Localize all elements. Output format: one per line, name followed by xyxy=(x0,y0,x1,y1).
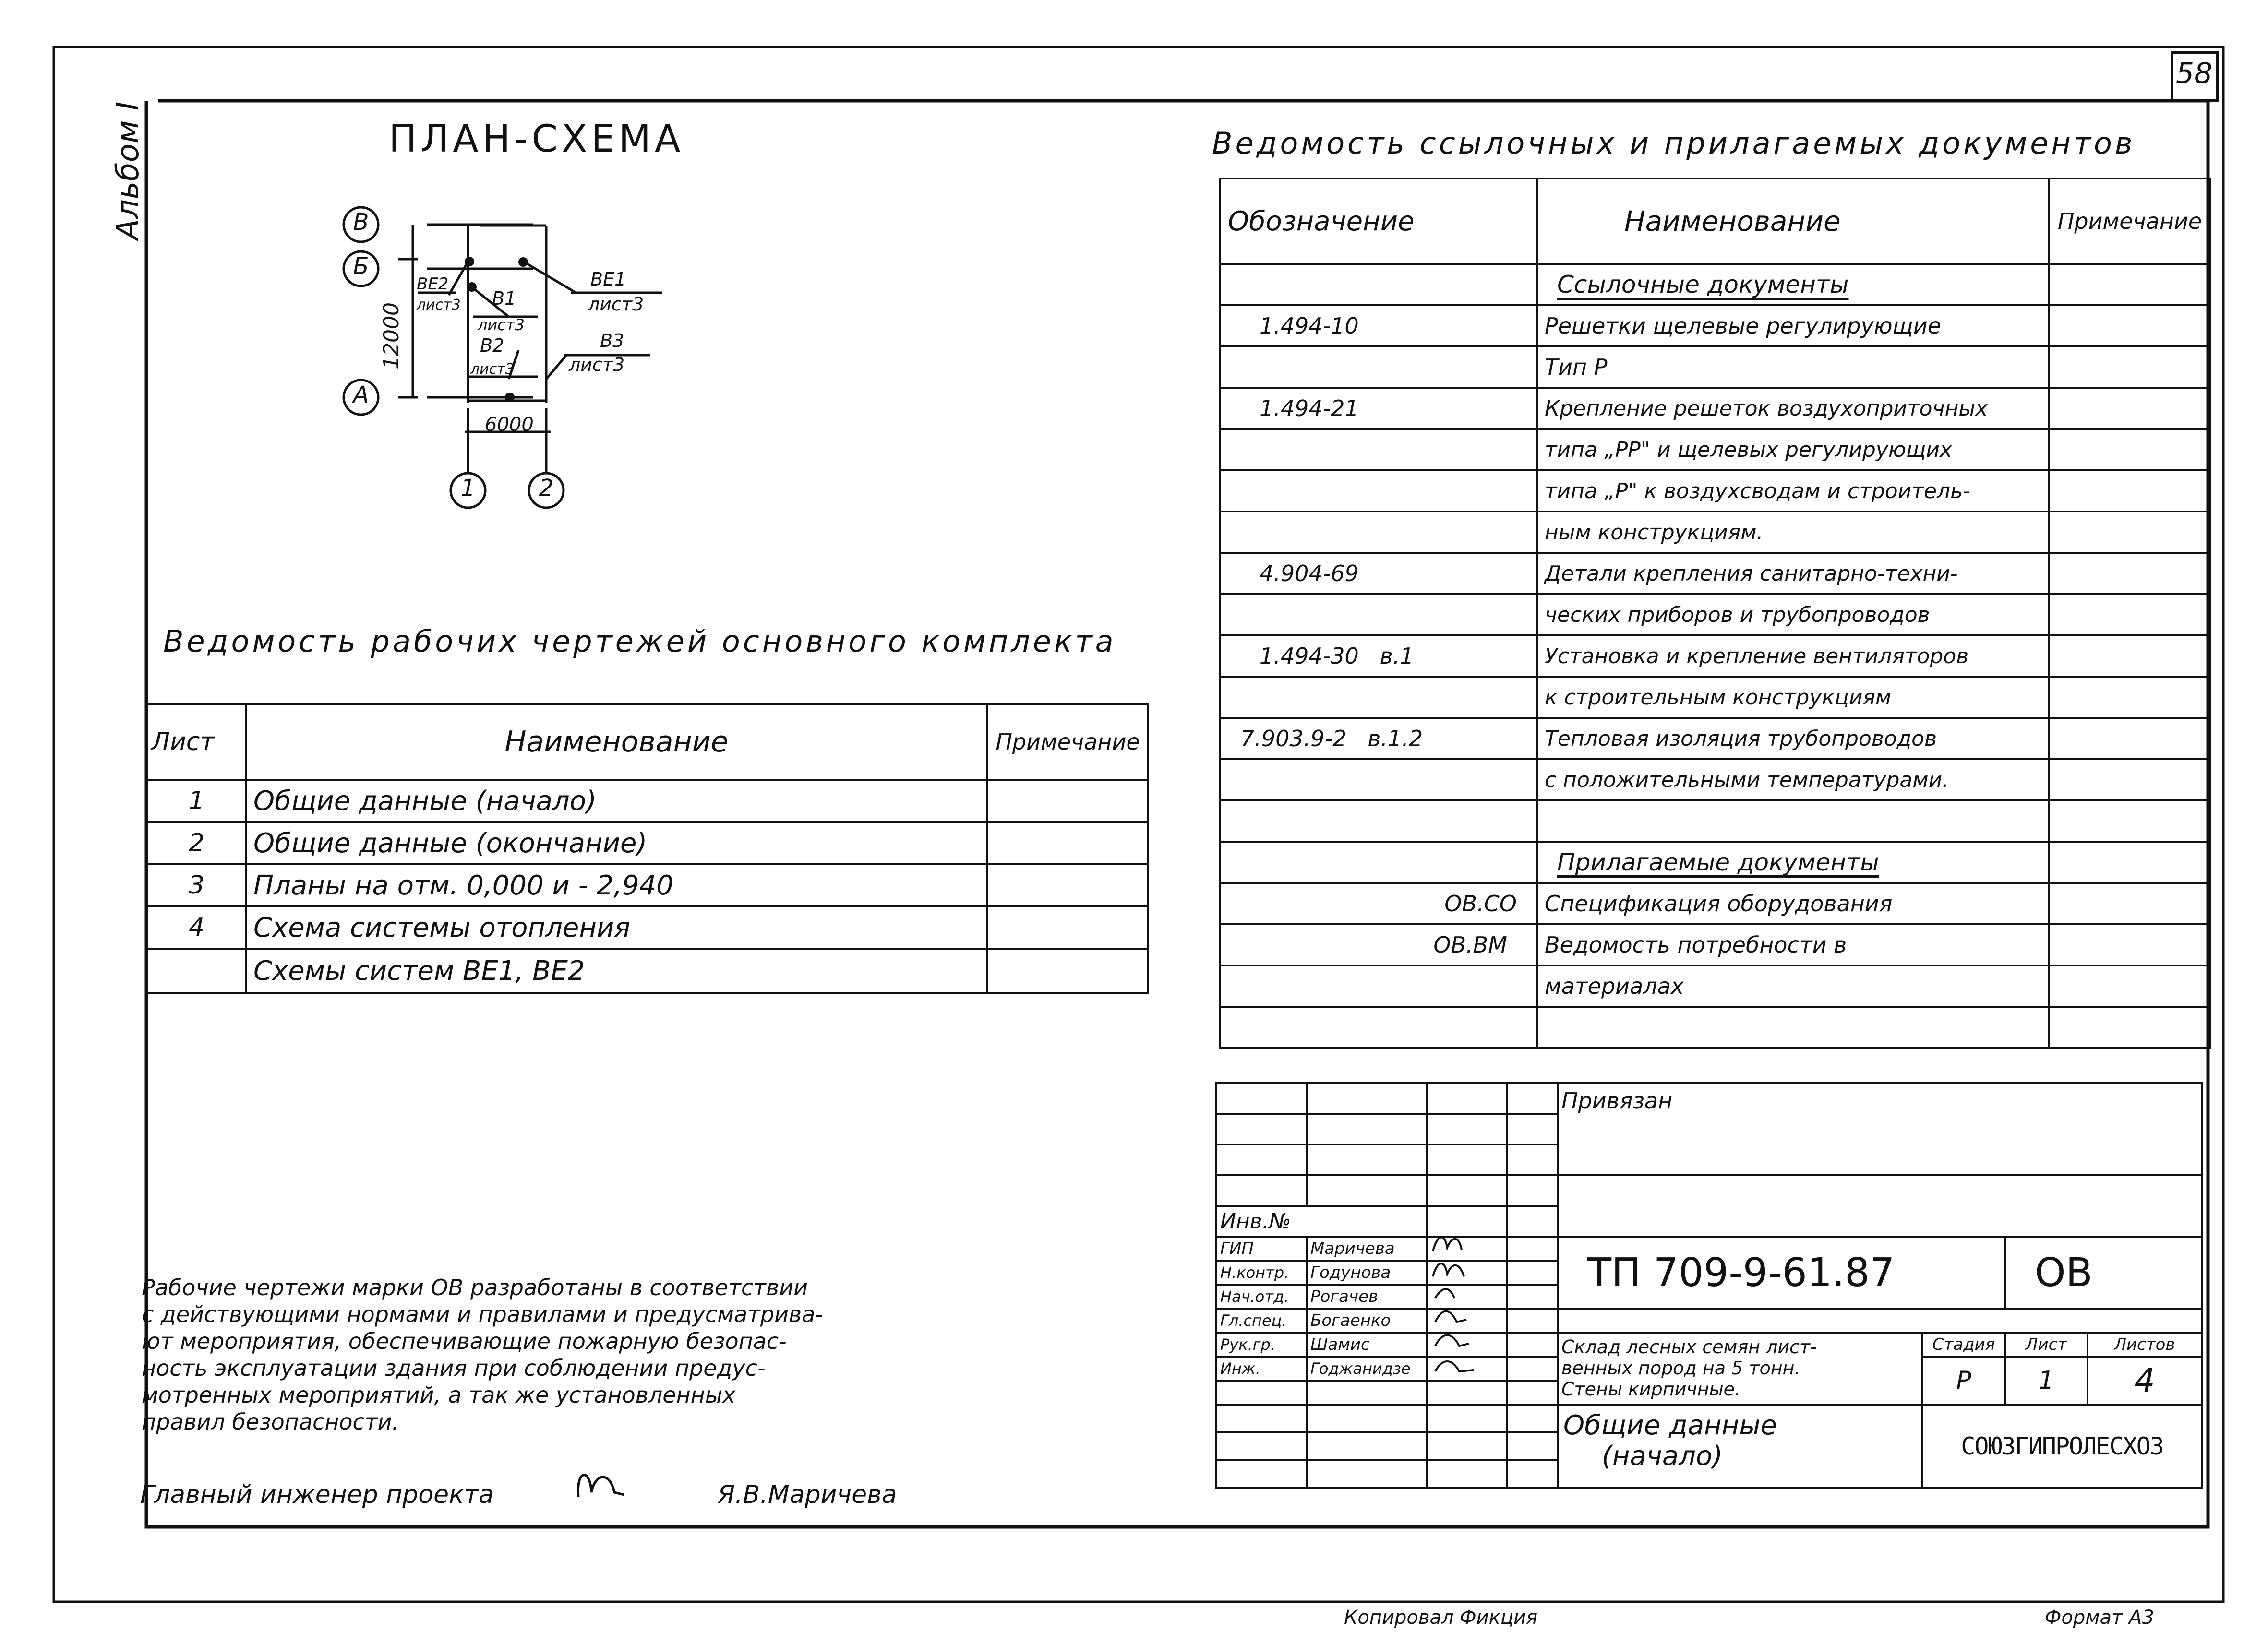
table-row: 4 Схема системы отопления xyxy=(147,906,1148,949)
organization: СОЮЗГИПРОЛЕСХОЗ xyxy=(1922,1405,2202,1488)
table-header-row xyxy=(1220,179,2210,264)
bound-label: Привязан xyxy=(1558,1083,2202,1175)
header-designation: Обозначение xyxy=(1220,179,1537,264)
axis-label-col: 2 xyxy=(539,475,554,501)
dimension-width: 6000 xyxy=(485,414,534,436)
doc-code: ТП 709-9-61.87 xyxy=(1558,1237,2005,1309)
table-row: 1.494-21 Крепление решеток воздухоприточных xyxy=(1220,388,2210,429)
table-row: 7.903.9-2 в.1.2 Тепловая изоляция трубопроводов xyxy=(1220,718,2210,759)
section-heading: Ссылочные документы xyxy=(1537,264,2049,305)
callout-sheet: лист3 xyxy=(470,361,515,378)
table-row xyxy=(1220,842,2210,883)
callout-code: В1 xyxy=(492,288,516,309)
axis-label-row: В xyxy=(353,209,369,236)
callout-sheet: лист3 xyxy=(478,316,525,334)
refdocs-title: Ведомость ссылочных и прилагаемых документов xyxy=(1212,126,2136,161)
table-row: 2 Общие данные (окончание) xyxy=(147,822,1148,864)
table-row: материалах xyxy=(1220,965,2210,1007)
table-row: Схемы систем ВЕ1, ВЕ2 xyxy=(147,949,1148,993)
callout-code: ВЕ2 xyxy=(417,274,449,294)
workdocs-title: Ведомость рабочих чертежей основного комплекта xyxy=(163,624,1116,659)
plan-title: ПЛАН-СХЕМА xyxy=(389,118,684,161)
sheet-value: 1 xyxy=(2005,1357,2088,1405)
album-label: Альбом I xyxy=(110,101,146,240)
table-row: 4.904-69 Детали крепления санитарно-техни- xyxy=(1220,553,2210,594)
section-heading: Прилагаемые документы xyxy=(1537,842,2049,883)
dimension-height: 12000 xyxy=(379,302,404,369)
copied-by: Копировал Фикция xyxy=(1344,1607,1538,1629)
axis-label-row: Б xyxy=(353,253,369,280)
sheet-number: 58 xyxy=(2176,57,2213,90)
table-row: с положительными температурами. xyxy=(1220,759,2210,800)
header-sheet: Лист xyxy=(147,704,246,780)
refdocs-table xyxy=(1219,178,2211,1049)
axis-label-row: А xyxy=(353,381,369,408)
table-row: типа „РР" и щелевых регулирующих xyxy=(1220,429,2210,470)
table-row: ческих приборов и трубопроводов xyxy=(1220,594,2210,635)
callout-code: ВЕ1 xyxy=(590,269,626,290)
workdocs-table xyxy=(146,703,1149,994)
table-header-row xyxy=(147,704,1148,780)
table-row: 1.494-30 в.1 Установка и крепление вентиляторов xyxy=(1220,635,2210,677)
callout-sheet: лист3 xyxy=(588,294,644,315)
callout-sheet: лист3 xyxy=(569,354,625,375)
signature-cell xyxy=(1427,1237,1507,1261)
axis-label-col: 1 xyxy=(460,475,476,501)
table-row: 1 Общие данные (начало) xyxy=(147,780,1148,822)
header-name: Наименование xyxy=(246,704,987,780)
format-label: Формат А3 xyxy=(2045,1607,2154,1629)
table-row: типа „Р" к воздухсводам и строитель- xyxy=(1220,470,2210,512)
header-name: Наименование xyxy=(1537,179,2049,264)
doc-mark: ОВ xyxy=(2005,1237,2202,1309)
inv-label: Инв.№ xyxy=(1216,1206,1427,1237)
table-row xyxy=(1220,1007,2210,1048)
table-row xyxy=(1220,264,2210,305)
signature-cell xyxy=(1427,1309,1507,1333)
callout-code: В2 xyxy=(480,335,504,356)
signature-cell xyxy=(1427,1285,1507,1309)
signature-cell xyxy=(1427,1357,1507,1381)
table-row: 3 Планы на отм. 0,000 и - 2,940 xyxy=(147,864,1148,906)
signature-cell xyxy=(1427,1333,1507,1357)
general-notes: Рабочие чертежи марки ОВ разработаны в соответствии с действующими нормами и правилами и предусматрива- ют мероприятия, обеспечивающие пожарную безопас- ность эксплуатации здания при соблюдении предус- мотренных мероприятий, а так же установленных правил безопасности. xyxy=(142,1275,823,1435)
table-row: ОВ.СО Спецификация оборудования xyxy=(1220,883,2210,924)
sheets-value: 4 xyxy=(2088,1357,2202,1405)
table-row: 1.494-10 Решетки щелевые регулирующие xyxy=(1220,305,2210,346)
sheet-title: Общие данные (начало) xyxy=(1558,1405,1922,1488)
callout-sheet: лист3 xyxy=(417,297,461,313)
table-row: ным конструкциям. xyxy=(1220,512,2210,553)
callout-code: В3 xyxy=(600,330,624,351)
signature-cell xyxy=(1427,1261,1507,1285)
chief-engineer-label: Главный инженер проекта xyxy=(140,1480,494,1509)
table-row: к строительным конструкциям xyxy=(1220,677,2210,718)
chief-engineer-name: Я.В.Маричева xyxy=(718,1480,897,1509)
object-description: Склад лесных семян лист- венных пород на 5 тонн. Стены кирпичные. xyxy=(1558,1333,1922,1405)
table-row xyxy=(1220,800,2210,842)
table-row: Тип Р xyxy=(1220,346,2210,388)
header-note: Примечание xyxy=(2049,179,2210,264)
header-note: Примечание xyxy=(987,704,1148,780)
stage-value: Р xyxy=(1922,1357,2005,1405)
table-row: ОВ.ВМ Ведомость потребности в xyxy=(1220,924,2210,965)
title-block: Привязан Инв.№ ГИП Маричева ТП 709-9-61.87 ОВ Н.контр. Годунова Нач.отд. Рогачев Гл.спец. Богаенко Рук.гр. Шамис Склад лесных семян лист- венных пород на 5 тонн. Стены кирпичные. Стадия Лист Листов Инж. Годжанидзе Р 1 4 Общие данные (начало) СОЮЗГИПРОЛЕСХОЗ xyxy=(1215,1082,2203,1489)
